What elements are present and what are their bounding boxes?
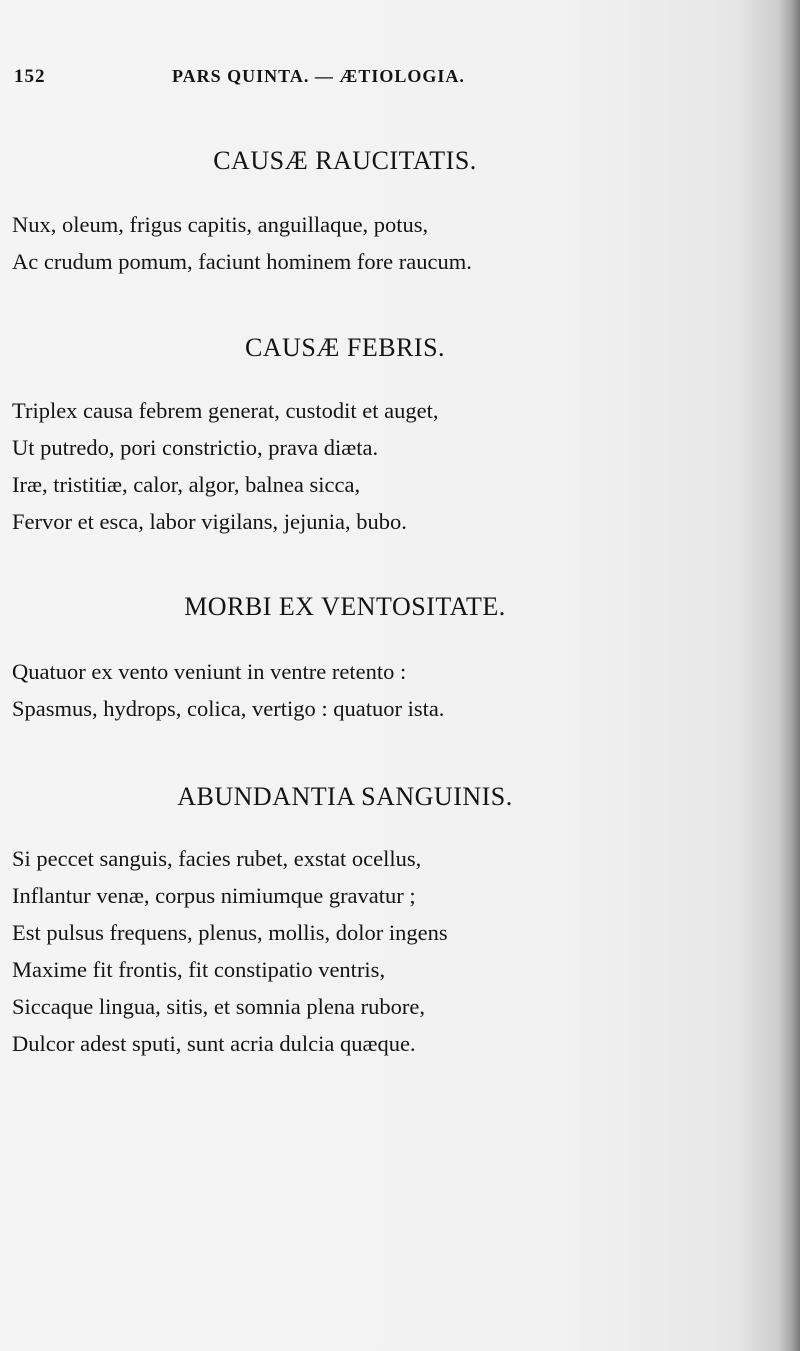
verse-line: Si peccet sanguis, facies rubet, exstat ocellus, — [12, 846, 422, 871]
verse-line: Spasmus, hydrops, colica, vertigo : quatuor ista. — [12, 696, 445, 721]
page-edge-shadow — [778, 0, 800, 1351]
verse-line: Fervor et esca, labor vigilans, jejunia, bubo. — [12, 509, 407, 534]
verse-line: Quatuor ex vento veniunt in ventre retento : — [12, 659, 407, 684]
verse-line: Est pulsus frequens, plenus, mollis, dolor ingens — [12, 920, 448, 945]
section-heading-abundantia-sanguinis: ABUNDANTIA SANGUINIS. — [177, 782, 513, 811]
section-heading-causae-raucitatis: CAUSÆ RAUCITATIS. — [213, 146, 477, 175]
verse-line: Maxime fit frontis, fit constipatio ventris, — [12, 957, 386, 982]
page-number: 152 — [14, 66, 46, 87]
verse-line: Inflantur venæ, corpus nimiumque gravatur ; — [12, 883, 416, 908]
verse-line: Nux, oleum, frigus capitis, anguillaque, potus, — [12, 212, 429, 237]
section-heading-causae-febris: CAUSÆ FEBRIS. — [244, 333, 446, 362]
verse-line: Triplex causa febrem generat, custodit et auget, — [12, 398, 439, 423]
verse-block-causae-febris — [12, 394, 692, 542]
verse-line: Iræ, tristitiæ, calor, algor, balnea sicca, — [12, 472, 361, 497]
running-title: PARS QUINTA. — ÆTIOLOGIA. — [172, 66, 465, 86]
verse-line: Ac crudum pomum, faciunt hominem fore raucum. — [12, 249, 472, 274]
verse-block-abundantia-sanguinis — [12, 842, 692, 1064]
verse-block-causae-raucitatis — [12, 208, 692, 282]
verse-block-morbi-ex-ventositate — [12, 655, 692, 729]
section-heading-morbi-ex-ventositate: MORBI EX VENTOSITATE. — [184, 592, 506, 621]
verse-line: Siccaque lingua, sitis, et somnia plena rubore, — [12, 994, 426, 1019]
running-head — [14, 66, 574, 90]
verse-line: Ut putredo, pori constrictio, prava diæta. — [12, 435, 379, 460]
verse-line: Dulcor adest sputi, sunt acria dulcia quæque. — [12, 1031, 416, 1056]
